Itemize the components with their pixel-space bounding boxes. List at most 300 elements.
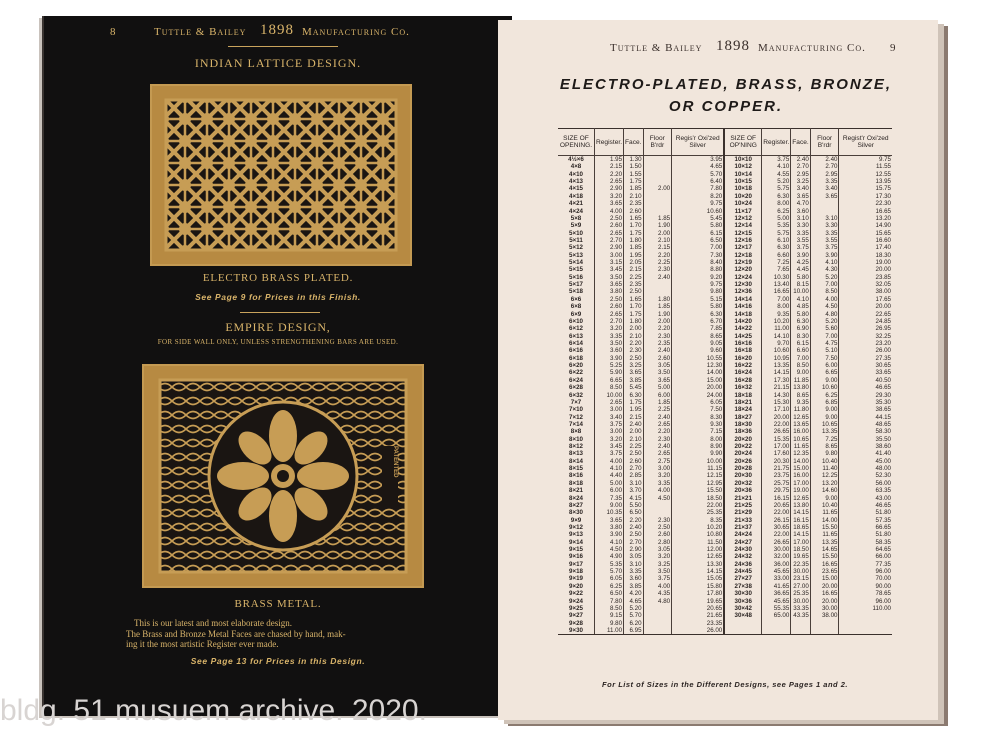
table-row bbox=[558, 208, 892, 215]
size-cell: 5×9 bbox=[558, 222, 595, 229]
col-size-left: SIZE OF OPENING. bbox=[558, 129, 595, 156]
price-cell: 3.20 bbox=[595, 325, 624, 332]
price-cell: 3.75 bbox=[643, 575, 672, 582]
price-cell: 6.15 bbox=[791, 340, 811, 347]
price-cell: 7.00 bbox=[791, 355, 811, 362]
price-cell: 51.80 bbox=[875, 531, 891, 539]
size-cell: 14×20 bbox=[724, 318, 762, 325]
price-cell: 9.00 bbox=[810, 495, 839, 502]
size-cell: 9×17 bbox=[558, 561, 595, 568]
size-cell: 7×14 bbox=[558, 421, 595, 428]
price-cell: 7.80 bbox=[595, 598, 624, 605]
price-cell: 7.50 bbox=[810, 355, 839, 362]
price-cell: 2.80 bbox=[643, 539, 672, 546]
price-cell: 3.35 bbox=[810, 230, 839, 237]
price-cell: 6.05 bbox=[672, 399, 725, 406]
price-cell: 2.40 bbox=[643, 347, 672, 354]
price-cell: 8.40 bbox=[672, 259, 725, 266]
table-row bbox=[558, 428, 892, 435]
size-cell: 6×22 bbox=[558, 369, 595, 376]
price-cell: 4.00 bbox=[643, 487, 672, 494]
price-cell: 2.60 bbox=[624, 458, 644, 465]
price-cell: 2.65 bbox=[643, 421, 672, 428]
price-cell: 43.35 bbox=[791, 612, 811, 619]
price-cell: 1.95 bbox=[595, 156, 624, 164]
price-cell: 2.70 bbox=[595, 237, 624, 244]
price-cell: 15.80 bbox=[672, 583, 725, 590]
price-cell: 4.45 bbox=[791, 266, 811, 273]
price-cell: 22.00 bbox=[762, 421, 791, 428]
size-cell: 4×13 bbox=[558, 178, 595, 185]
price-cell: 20.00 bbox=[810, 598, 839, 605]
price-cell: 3.65 bbox=[595, 517, 624, 524]
size-cell: 24×36 bbox=[724, 561, 762, 568]
price-cell: 16.15 bbox=[791, 517, 811, 524]
price-cell: 2.50 bbox=[643, 524, 672, 531]
table-row bbox=[558, 421, 892, 428]
price-cell: 1.70 bbox=[624, 303, 644, 310]
price-cell: 10.40 bbox=[810, 458, 839, 465]
table-row bbox=[558, 561, 892, 568]
price-cell: 6.30 bbox=[762, 244, 791, 251]
price-cell: 2.20 bbox=[643, 325, 672, 332]
price-cell: 2.35 bbox=[624, 281, 644, 288]
price-cell: 6.50 bbox=[595, 590, 624, 597]
price-cell: 11.15 bbox=[672, 465, 725, 472]
price-cell bbox=[643, 620, 672, 627]
price-cell: 3.50 bbox=[643, 369, 672, 376]
table-header-row bbox=[558, 129, 892, 156]
price-cell: 18.50 bbox=[791, 546, 811, 553]
table-title-line2: OR COPPER. bbox=[668, 98, 784, 115]
size-cell: 20×30 bbox=[724, 472, 762, 479]
price-cell: 10.35 bbox=[595, 509, 624, 516]
price-cell: 56.00 bbox=[875, 479, 891, 487]
header-rule bbox=[228, 46, 338, 47]
price-cell: 3.75 bbox=[791, 244, 811, 251]
price-cell: 1.80 bbox=[624, 237, 644, 244]
price-cell: 35.30 bbox=[875, 398, 891, 406]
price-cell: 1.90 bbox=[643, 222, 672, 229]
price-cell: 10.55 bbox=[672, 355, 725, 362]
price-cell: 96.00 bbox=[875, 597, 891, 605]
empire-grille bbox=[142, 364, 424, 588]
col-floor-left: Floor B'rdr bbox=[643, 129, 672, 156]
size-cell: 16×16 bbox=[724, 340, 762, 347]
price-cell: 4.75 bbox=[810, 340, 839, 347]
price-cell: 8.00 bbox=[762, 200, 791, 207]
price-cell: 5.10 bbox=[810, 347, 839, 354]
size-cell: 24×30 bbox=[724, 546, 762, 553]
price-cell: 13.40 bbox=[762, 281, 791, 288]
price-cell: 11.65 bbox=[810, 531, 839, 538]
table-row bbox=[558, 539, 892, 546]
size-cell: 30×48 bbox=[724, 612, 762, 619]
price-cell: 3.15 bbox=[595, 259, 624, 266]
price-cell: 5.15 bbox=[672, 296, 725, 303]
price-cell: 9.00 bbox=[810, 406, 839, 413]
price-cell: 3.65 bbox=[624, 369, 644, 376]
price-cell: 90.00 bbox=[875, 582, 891, 590]
price-cell: 2.70 bbox=[595, 318, 624, 325]
price-cell: 10.95 bbox=[762, 355, 791, 362]
price-cell: 8.35 bbox=[672, 517, 725, 524]
price-cell: 1.85 bbox=[643, 303, 672, 310]
price-cell: 4.55 bbox=[762, 171, 791, 178]
price-cell: 3.20 bbox=[643, 553, 672, 560]
price-cell: 1.85 bbox=[643, 399, 672, 406]
size-cell: 10×18 bbox=[724, 185, 762, 192]
price-cell: 13.35 bbox=[810, 539, 839, 546]
price-cell: 55.35 bbox=[762, 605, 791, 612]
price-cell: 3.60 bbox=[624, 575, 644, 582]
price-cell: 2.00 bbox=[643, 318, 672, 325]
price-cell: 1.80 bbox=[643, 296, 672, 303]
price-cell: 2.20 bbox=[643, 252, 672, 259]
price-cell: 3.25 bbox=[624, 362, 644, 369]
table-row bbox=[558, 266, 892, 273]
price-cell: 2.90 bbox=[595, 244, 624, 251]
price-cell: 23.20 bbox=[875, 339, 891, 347]
price-cell: 3.75 bbox=[595, 450, 624, 457]
price-cell: 2.70 bbox=[624, 539, 644, 546]
price-cell: 14.00 bbox=[672, 369, 725, 376]
price-cell: 4.00 bbox=[595, 208, 624, 215]
table-row bbox=[558, 450, 892, 457]
price-cell: 19.00 bbox=[875, 259, 891, 267]
price-cell: 9.80 bbox=[810, 450, 839, 457]
price-cell: 9.35 bbox=[762, 311, 791, 318]
size-cell: 9×22 bbox=[558, 590, 595, 597]
price-cell: 5.70 bbox=[595, 568, 624, 575]
size-cell: 8×13 bbox=[558, 450, 595, 457]
size-cell: 10×12 bbox=[724, 163, 762, 170]
price-cell: 15.50 bbox=[672, 487, 725, 494]
price-cell: 1.95 bbox=[624, 406, 644, 413]
price-cell: 13.30 bbox=[672, 561, 725, 568]
price-cell: 3.60 bbox=[791, 208, 811, 215]
price-cell: 3.20 bbox=[595, 193, 624, 200]
price-cell: 27.00 bbox=[791, 583, 811, 590]
price-cell: 3.50 bbox=[595, 274, 624, 281]
price-cell: 3.40 bbox=[810, 185, 839, 192]
price-cell: 8.20 bbox=[672, 193, 725, 200]
table-row bbox=[558, 259, 892, 266]
table-row bbox=[558, 230, 892, 237]
table-row bbox=[558, 281, 892, 288]
price-cell: 18.30 bbox=[875, 251, 891, 259]
size-cell: 24×32 bbox=[724, 553, 762, 560]
table-row bbox=[558, 605, 892, 612]
size-cell: 12×30 bbox=[724, 281, 762, 288]
price-cell: 13.35 bbox=[810, 428, 839, 435]
price-cell: 2.05 bbox=[624, 259, 644, 266]
brass-metal-caption: BRASS METAL. bbox=[234, 598, 322, 610]
price-cell: 33.35 bbox=[791, 605, 811, 612]
price-cell: 4.50 bbox=[810, 303, 839, 310]
size-cell: 5×12 bbox=[558, 244, 595, 251]
price-cell: 1.95 bbox=[624, 252, 644, 259]
price-cell: 23.35 bbox=[672, 620, 725, 627]
price-cell: 2.65 bbox=[595, 230, 624, 237]
price-cell: 2.60 bbox=[595, 303, 624, 310]
price-cell: 2.00 bbox=[643, 230, 672, 237]
price-cell: 12.95 bbox=[672, 480, 725, 487]
electro-brass-caption: ELECTRO BRASS PLATED. bbox=[202, 272, 354, 284]
price-cell: 32.05 bbox=[875, 281, 891, 289]
price-cell: 4.00 bbox=[810, 296, 839, 303]
price-cell: 11.00 bbox=[595, 627, 624, 635]
table-row bbox=[558, 553, 892, 560]
price-cell: 15.00 bbox=[791, 465, 811, 472]
size-cell: 12×20 bbox=[724, 266, 762, 273]
size-cell: 8×10 bbox=[558, 436, 595, 443]
table-row bbox=[558, 546, 892, 553]
price-cell: 8.00 bbox=[672, 436, 725, 443]
price-cell: 1.55 bbox=[624, 171, 644, 178]
price-cell: 11.65 bbox=[810, 509, 839, 516]
price-cell bbox=[643, 200, 672, 207]
price-cell: 23.85 bbox=[875, 273, 891, 281]
size-cell: 16×20 bbox=[724, 355, 762, 362]
price-cell: 11.55 bbox=[875, 163, 891, 171]
size-cell: 8×8 bbox=[558, 428, 595, 435]
price-cell: 6.50 bbox=[672, 237, 725, 244]
size-cell: 24×45 bbox=[724, 568, 762, 575]
table-row bbox=[558, 237, 892, 244]
price-cell: 6.95 bbox=[624, 627, 644, 635]
price-cell: 44.15 bbox=[875, 413, 891, 421]
price-cell bbox=[810, 200, 839, 207]
size-cell: 9×27 bbox=[558, 612, 595, 619]
price-cell: 3.65 bbox=[595, 200, 624, 207]
size-cell: 21×21 bbox=[724, 495, 762, 502]
size-cell: 16×18 bbox=[724, 347, 762, 354]
size-cell: 18×30 bbox=[724, 421, 762, 428]
price-cell: 4.30 bbox=[810, 266, 839, 273]
price-cell: 46.65 bbox=[875, 501, 891, 509]
price-cell: 32.25 bbox=[875, 332, 891, 340]
price-cell: 2.60 bbox=[643, 531, 672, 538]
price-cell: 2.50 bbox=[624, 450, 644, 457]
price-cell: 10.60 bbox=[672, 208, 725, 215]
size-cell: 4×18 bbox=[558, 193, 595, 200]
table-row bbox=[558, 531, 892, 538]
price-cell: 2.10 bbox=[624, 436, 644, 443]
price-cell: 5.35 bbox=[762, 222, 791, 229]
price-cell: 70.00 bbox=[875, 575, 891, 583]
table-row bbox=[558, 362, 892, 369]
size-cell: 6×20 bbox=[558, 362, 595, 369]
price-cell bbox=[643, 502, 672, 509]
price-cell: 1.75 bbox=[624, 230, 644, 237]
price-cell: 38.65 bbox=[875, 406, 891, 414]
price-cell: 18.50 bbox=[672, 495, 725, 502]
size-cell: 16×28 bbox=[724, 377, 762, 384]
price-cell: 6.30 bbox=[791, 318, 811, 325]
size-cell: 12×15 bbox=[724, 230, 762, 237]
size-cell: 6×28 bbox=[558, 384, 595, 391]
size-cell: 30×42 bbox=[724, 605, 762, 612]
price-cell: 22.00 bbox=[762, 509, 791, 516]
price-cell: 78.65 bbox=[875, 590, 891, 598]
price-cell: 63.35 bbox=[875, 487, 891, 495]
price-cell: 7.80 bbox=[672, 185, 725, 192]
price-cell: 10.20 bbox=[672, 524, 725, 531]
price-cell: 6.00 bbox=[595, 487, 624, 494]
price-cell: 6.00 bbox=[643, 392, 672, 399]
col-silver-right: Regist'r Oxi'zed Silver bbox=[839, 129, 892, 156]
price-cell: 51.80 bbox=[875, 509, 891, 517]
price-cell: 4.50 bbox=[643, 495, 672, 502]
price-cell: 3.95 bbox=[672, 156, 725, 164]
price-cell: 3.65 bbox=[595, 281, 624, 288]
table-row bbox=[558, 252, 892, 259]
price-cell: 12.15 bbox=[672, 472, 725, 479]
table-row bbox=[558, 399, 892, 406]
price-cell: 9.90 bbox=[672, 450, 725, 457]
size-cell: 14×16 bbox=[724, 303, 762, 310]
size-cell: 21×37 bbox=[724, 524, 762, 531]
price-cell: 38.60 bbox=[875, 443, 891, 451]
size-cell: 12×16 bbox=[724, 237, 762, 244]
price-cell: 7.15 bbox=[672, 428, 725, 435]
price-cell: 7.65 bbox=[762, 266, 791, 273]
price-cell: 17.30 bbox=[762, 377, 791, 384]
price-cell: 27.35 bbox=[875, 354, 891, 362]
price-cell: 3.40 bbox=[791, 185, 811, 192]
price-cell: 6.60 bbox=[791, 347, 811, 354]
price-cell: 30.00 bbox=[791, 568, 811, 575]
table-row bbox=[558, 185, 892, 192]
price-cell: 8.50 bbox=[810, 288, 839, 295]
price-cell: 7.25 bbox=[810, 436, 839, 443]
col-size-right: SIZE OF OP'NING bbox=[724, 129, 762, 156]
price-cell: 10.60 bbox=[762, 347, 791, 354]
price-cell: 12.55 bbox=[875, 170, 891, 178]
price-cell: 12.65 bbox=[791, 414, 811, 421]
price-cell: 5.90 bbox=[595, 369, 624, 376]
table-row bbox=[558, 333, 892, 340]
table-row bbox=[558, 502, 892, 509]
empire-ornament-icon bbox=[144, 366, 422, 586]
col-face-left: Face. bbox=[624, 129, 644, 156]
col-register-right: Register. bbox=[762, 129, 791, 156]
price-cell: 7.00 bbox=[762, 296, 791, 303]
price-cell: 33.65 bbox=[875, 369, 891, 377]
price-cell: 2.25 bbox=[624, 274, 644, 281]
price-cell: 14.30 bbox=[762, 392, 791, 399]
price-cell: 14.15 bbox=[672, 568, 725, 575]
price-cell: 15.00 bbox=[672, 377, 725, 384]
description-line: This is our latest and most elaborate design. bbox=[134, 618, 292, 628]
price-cell: 35.50 bbox=[875, 435, 891, 443]
price-cell: 3.00 bbox=[595, 406, 624, 413]
price-cell: 2.20 bbox=[624, 517, 644, 524]
price-cell bbox=[839, 612, 892, 619]
price-cell: 2.90 bbox=[595, 185, 624, 192]
price-cell: 24.00 bbox=[672, 392, 725, 399]
price-cell: 30.65 bbox=[875, 362, 891, 370]
price-cell: 9.05 bbox=[672, 340, 725, 347]
price-cell: 26.95 bbox=[875, 325, 891, 333]
price-cell: 3.35 bbox=[643, 480, 672, 487]
price-cell: 12.00 bbox=[672, 546, 725, 553]
size-cell: 16×24 bbox=[724, 369, 762, 376]
price-cell: 2.10 bbox=[624, 193, 644, 200]
price-cell: 6.30 bbox=[624, 392, 644, 399]
size-cell: 9×9 bbox=[558, 517, 595, 524]
price-cell: 4.10 bbox=[595, 465, 624, 472]
price-cell: 20.00 bbox=[672, 384, 725, 391]
price-cell: 36.00 bbox=[762, 561, 791, 568]
price-cell: 2.65 bbox=[595, 399, 624, 406]
price-cell: 15.30 bbox=[762, 399, 791, 406]
table-row bbox=[558, 598, 892, 605]
price-cell: 19.65 bbox=[672, 598, 725, 605]
price-cell: 21.75 bbox=[762, 465, 791, 472]
price-cell: 26.65 bbox=[762, 539, 791, 546]
price-cell: 9.80 bbox=[672, 288, 725, 295]
price-cell: 17.80 bbox=[672, 590, 725, 597]
price-cell: 10.00 bbox=[672, 458, 725, 465]
table-row bbox=[558, 487, 892, 494]
price-cell: 48.65 bbox=[875, 420, 891, 428]
price-cell: 23.65 bbox=[810, 568, 839, 575]
price-cell: 5.00 bbox=[595, 480, 624, 487]
price-cell: 26.00 bbox=[672, 627, 725, 635]
size-cell: 12×24 bbox=[724, 274, 762, 281]
price-cell bbox=[643, 288, 672, 295]
price-cell: 2.60 bbox=[595, 222, 624, 229]
price-cell: 14.90 bbox=[875, 222, 891, 230]
price-cell: 9.80 bbox=[595, 620, 624, 627]
price-cell: 20.00 bbox=[875, 266, 891, 274]
price-cell: 4.20 bbox=[624, 590, 644, 597]
price-cell bbox=[643, 605, 672, 612]
price-cell: 7.00 bbox=[810, 281, 839, 288]
table-row bbox=[558, 414, 892, 421]
price-cell: 16.65 bbox=[810, 590, 839, 597]
price-cell: 11.65 bbox=[791, 443, 811, 450]
size-cell: 9×20 bbox=[558, 583, 595, 590]
price-cell: 3.35 bbox=[810, 178, 839, 185]
table-row bbox=[558, 288, 892, 295]
size-cell: 5×16 bbox=[558, 274, 595, 281]
price-cell: 3.75 bbox=[595, 421, 624, 428]
price-cell: 2.30 bbox=[643, 517, 672, 524]
size-cell: 6×13 bbox=[558, 333, 595, 340]
price-cell: 2.30 bbox=[643, 436, 672, 443]
price-cell: 8.65 bbox=[672, 333, 725, 340]
table-row bbox=[558, 590, 892, 597]
price-cell: 8.65 bbox=[791, 392, 811, 399]
price-cell: 11.00 bbox=[762, 325, 791, 332]
price-cell: 2.40 bbox=[810, 156, 839, 164]
size-cell: 27×38 bbox=[724, 583, 762, 590]
price-cell: 9.75 bbox=[672, 200, 725, 207]
price-cell: 9.20 bbox=[672, 274, 725, 281]
table-row bbox=[558, 495, 892, 502]
table-row bbox=[558, 178, 892, 185]
size-cell: 5×10 bbox=[558, 230, 595, 237]
price-cell: 2.40 bbox=[624, 421, 644, 428]
size-cell: 5×13 bbox=[558, 252, 595, 259]
col-floor-right: Floor B'rdr bbox=[810, 129, 839, 156]
price-cell bbox=[762, 627, 791, 635]
size-cell: 4×8 bbox=[558, 163, 595, 170]
price-cell: 5.00 bbox=[762, 215, 791, 222]
